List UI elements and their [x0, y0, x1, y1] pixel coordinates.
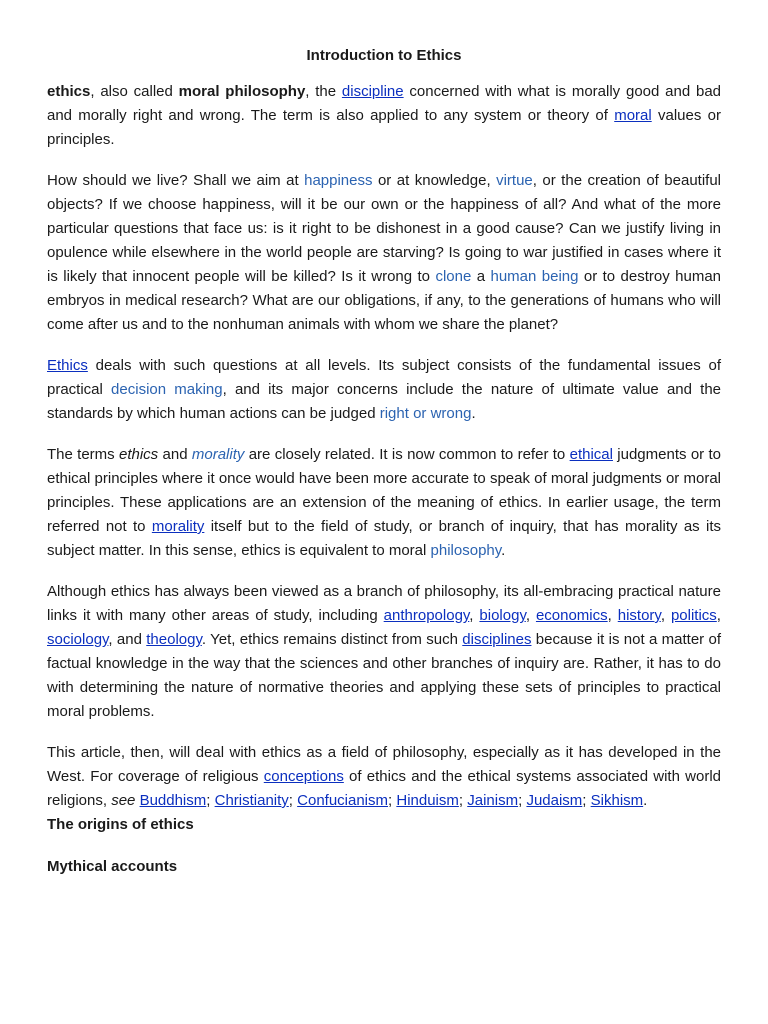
text: because it is not a matter of factual knowledge in the way that the sciences and other branches of inquiry are. Rather, it has to do with determining the nature of normative theories and applying these sets of principles to practical moral problems. — [47, 631, 721, 720]
term-moral-philosophy: moral philosophy — [178, 83, 306, 100]
text: The terms — [47, 446, 119, 463]
text: judgments or to ethical principles where it once would have been more accurate to speak of moral judgments or moral principles. These applications are an extension of the meaning of ethics. In earlier usage, the term referred not to — [47, 446, 721, 535]
link-sikhism[interactable]: Sikhism — [590, 792, 644, 809]
separator: ; — [458, 792, 468, 809]
link-discipline[interactable]: discipline — [341, 83, 404, 100]
paragraph-scope — [47, 741, 721, 813]
separator: , — [716, 607, 721, 624]
link-ethics[interactable]: Ethics — [47, 357, 88, 374]
heading-mythical-accounts: Mythical accounts — [47, 858, 178, 875]
text: , the — [305, 83, 342, 100]
separator: , — [660, 607, 671, 624]
text: This article, then, will deal with ethics as a field of philosophy, especially as it has developed in the West. For coverage of religious — [47, 744, 721, 785]
link-clone[interactable]: clone — [435, 268, 472, 285]
term-ethics-italic: ethics — [119, 446, 159, 463]
text: deals with such questions at all levels. Its subject consists of the fundamental issues of practical — [47, 357, 721, 398]
page-title: Introduction to Ethics — [306, 47, 462, 64]
link-jainism[interactable]: Jainism — [467, 792, 519, 809]
text: are closely related. It is now common to refer to — [244, 446, 570, 463]
link-christianity[interactable]: Christianity — [214, 792, 289, 809]
link-economics[interactable]: economics — [535, 607, 608, 624]
text: . Yet, ethics remains distinct from such — [201, 631, 463, 648]
text: a — [471, 268, 491, 285]
link-sociology[interactable]: sociology — [47, 631, 109, 648]
paragraph-definition — [47, 80, 721, 152]
link-anthropology[interactable]: anthropology — [383, 607, 470, 624]
link-conceptions[interactable]: conceptions — [263, 768, 344, 785]
text: itself but to the field of study, or branch of inquiry, that has morality as its subject matter. In this sense, ethics is equivalent to moral — [47, 518, 721, 559]
link-human-being[interactable]: human being — [490, 268, 579, 285]
text: Although ethics has always been viewed as a branch of philosophy, its all-embracing practical nature links it with many other areas of study, including — [47, 583, 721, 624]
separator: ; — [288, 792, 298, 809]
text: concerned with what is morally good and bad and morally right and wrong. The term is also applied to any system or theory of — [47, 83, 721, 124]
link-disciplines[interactable]: disciplines — [462, 631, 532, 648]
text: , or the creation of beautiful objects? If we choose happiness, will it be our own or the happiness of all? And what of the more particular questions that face us: is it right to be dishonest in a good cause? Can we justify living in opulence while elsewhere in the world people are starving? Is going to war justified in cases where it is likely that innocent people will be killed? Is it wrong to — [47, 172, 721, 285]
link-morality-italic[interactable]: morality — [191, 446, 245, 463]
separator: , — [607, 607, 618, 624]
text: . — [471, 405, 476, 422]
text: of ethics and the ethical systems associated with world religions, — [47, 768, 721, 809]
link-hinduism[interactable]: Hinduism — [396, 792, 459, 809]
link-buddhism[interactable]: Buddhism — [139, 792, 207, 809]
text: . — [501, 542, 506, 559]
separator: , — [525, 607, 536, 624]
link-philosophy[interactable]: philosophy — [430, 542, 502, 559]
link-history[interactable]: history — [617, 607, 661, 624]
see-label: see — [111, 792, 136, 809]
text: How should we live? Shall we aim at — [47, 172, 305, 189]
link-judaism[interactable]: Judaism — [526, 792, 583, 809]
link-politics[interactable]: politics — [670, 607, 717, 624]
link-biology[interactable]: biology — [479, 607, 526, 624]
text: , and its major concerns include the nature of ultimate value and the standards by which human actions can be judged — [47, 381, 722, 422]
separator: , and — [108, 631, 147, 648]
link-moral[interactable]: moral — [614, 107, 652, 124]
text: or to destroy human embryos in medical research? What are our obligations, if any, to the generations of humans who will come after us and to the nonhuman animals with whom we share the planet? — [47, 268, 722, 333]
separator: ; — [388, 792, 397, 809]
separator: ; — [206, 792, 215, 809]
text: and — [158, 446, 192, 463]
text: values or principles. — [47, 107, 721, 148]
paragraph-branch — [47, 580, 721, 724]
link-ethical[interactable]: ethical — [569, 446, 613, 463]
text: or at knowledge, — [372, 172, 497, 189]
heading-origins-of-ethics: The origins of ethics — [47, 816, 194, 833]
link-confucianism[interactable]: Confucianism — [297, 792, 389, 809]
separator: ; — [518, 792, 527, 809]
separator: , — [469, 607, 480, 624]
paragraph-questions — [47, 169, 721, 337]
separator: ; — [582, 792, 591, 809]
link-decision-making[interactable]: decision making — [111, 381, 223, 398]
paragraph-terms — [47, 443, 721, 563]
term-ethics: ethics — [47, 83, 91, 100]
text: . — [643, 792, 648, 809]
link-right-or-wrong[interactable]: right or wrong — [379, 405, 472, 422]
link-morality[interactable]: morality — [151, 518, 205, 535]
paragraph-subject — [47, 354, 721, 426]
link-theology[interactable]: theology — [146, 631, 202, 648]
link-virtue[interactable]: virtue — [496, 172, 533, 189]
text: , also called — [90, 83, 179, 100]
link-happiness[interactable]: happiness — [304, 172, 373, 189]
